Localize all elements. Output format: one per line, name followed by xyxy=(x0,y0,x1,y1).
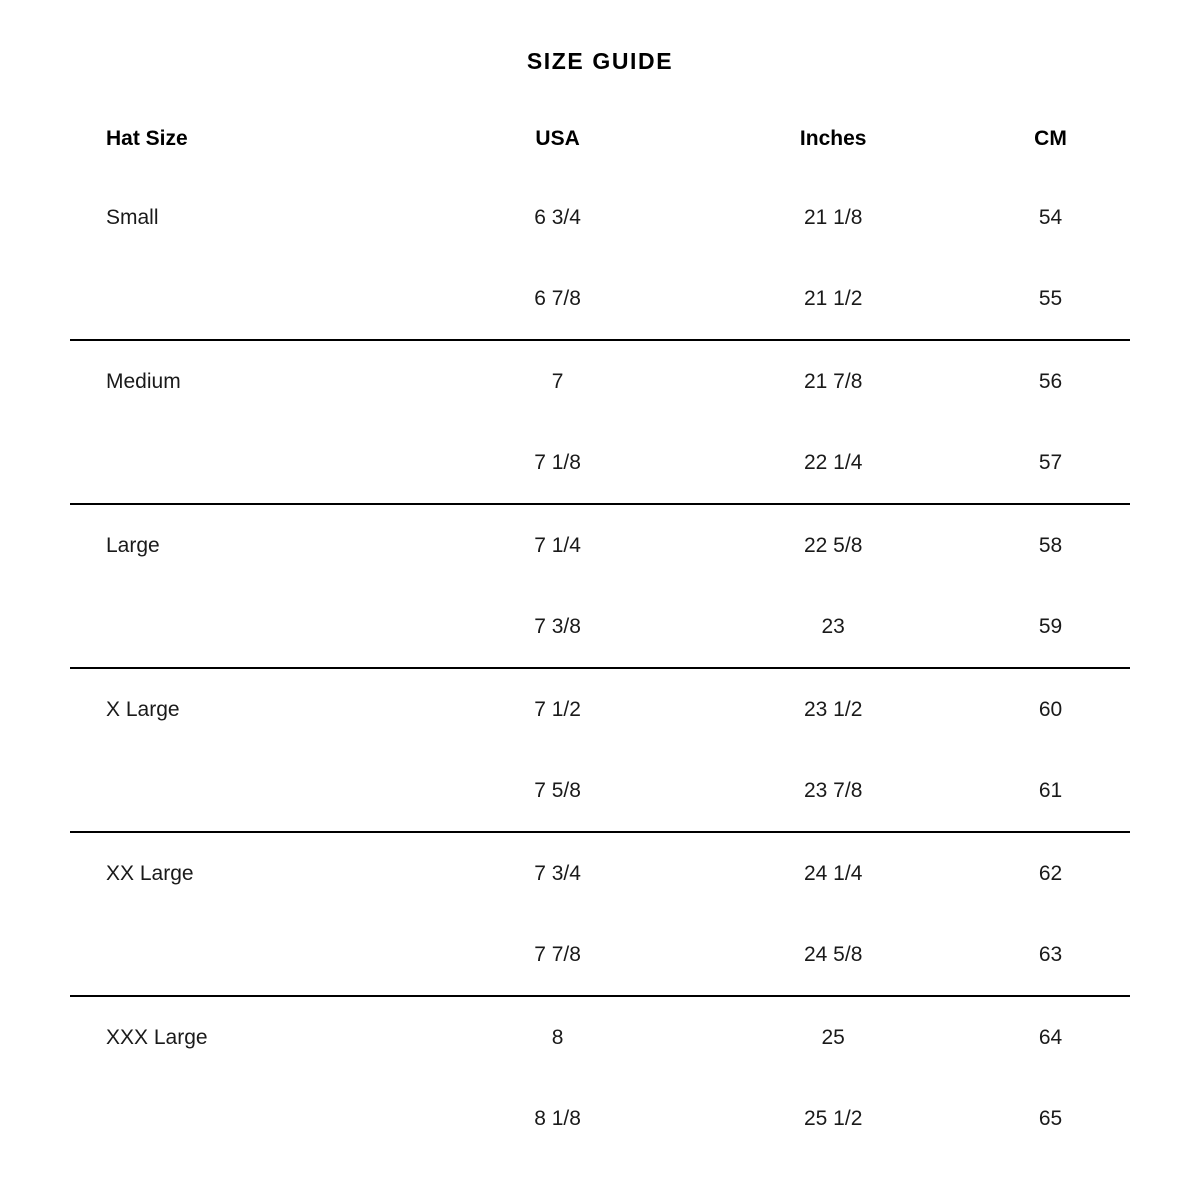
size-table xyxy=(70,113,1130,1159)
cell-usa: 7 1/2 xyxy=(420,668,696,750)
cell-hat-size xyxy=(70,750,420,832)
cell-hat-size xyxy=(70,586,420,668)
column-header-cm: CM xyxy=(1034,127,1067,150)
cell-inches: 21 1/2 xyxy=(803,286,863,310)
table-row xyxy=(70,832,1130,914)
cell-hat-size xyxy=(70,258,420,340)
cell-cm: 54 xyxy=(1038,205,1063,229)
column-header-usa: USA xyxy=(535,127,580,150)
table-row xyxy=(70,914,1130,996)
cell-hat-size: Small xyxy=(106,205,159,229)
cell-inches: 21 7/8 xyxy=(695,340,971,422)
cell-usa: 7 1/8 xyxy=(534,450,581,474)
cell-hat-size: X Large xyxy=(70,668,420,750)
table-header xyxy=(70,113,1130,177)
cell-hat-size: XXX Large xyxy=(70,996,420,1078)
cell-cm: 57 xyxy=(1038,450,1063,474)
cell-usa: 6 3/4 xyxy=(534,205,581,229)
table-body xyxy=(70,177,1130,1159)
size-table-container xyxy=(70,75,1130,1159)
table-row xyxy=(70,422,1130,504)
cell-inches: 23 7/8 xyxy=(803,778,863,802)
cell-inches: 22 5/8 xyxy=(695,504,971,586)
cell-inches: 23 1/2 xyxy=(695,668,971,750)
table-row xyxy=(70,504,1130,586)
table-row xyxy=(70,340,1130,422)
cell-hat-size: Large xyxy=(70,504,420,586)
cell-inches: 23 xyxy=(821,614,845,638)
cell-inches: 24 5/8 xyxy=(803,942,863,966)
cell-inches: 25 1/2 xyxy=(803,1106,863,1130)
cell-cm: 61 xyxy=(1038,778,1063,802)
table-row xyxy=(70,750,1130,832)
cell-usa: 7 3/8 xyxy=(534,614,581,638)
column-header-hat-size: Hat Size xyxy=(106,127,188,150)
page-title: SIZE GUIDE xyxy=(526,48,674,74)
cell-usa: 8 xyxy=(420,996,696,1078)
cell-inches: 22 1/4 xyxy=(803,450,863,474)
cell-inches: 24 1/4 xyxy=(695,832,971,914)
cell-cm: 65 xyxy=(1038,1106,1063,1130)
cell-cm: 60 xyxy=(971,668,1130,750)
cell-cm: 62 xyxy=(971,832,1130,914)
cell-cm: 63 xyxy=(1038,942,1063,966)
cell-cm: 64 xyxy=(971,996,1130,1078)
cell-usa: 6 7/8 xyxy=(534,286,581,310)
cell-usa: 7 7/8 xyxy=(534,942,581,966)
cell-hat-size xyxy=(70,422,420,504)
cell-usa: 7 3/4 xyxy=(420,832,696,914)
cell-cm: 59 xyxy=(1038,614,1063,638)
table-row xyxy=(70,668,1130,750)
column-header-inches: Inches xyxy=(799,127,867,150)
cell-usa: 7 5/8 xyxy=(534,778,581,802)
cell-usa: 8 1/8 xyxy=(534,1106,581,1130)
table-row xyxy=(70,258,1130,340)
table-row xyxy=(70,1078,1130,1159)
cell-cm: 56 xyxy=(971,340,1130,422)
cell-inches: 25 xyxy=(695,996,971,1078)
cell-hat-size: XX Large xyxy=(70,832,420,914)
table-header-row xyxy=(70,113,1130,177)
table-row xyxy=(70,586,1130,668)
cell-cm: 55 xyxy=(1038,286,1063,310)
cell-usa: 7 1/4 xyxy=(420,504,696,586)
cell-cm: 58 xyxy=(971,504,1130,586)
table-row xyxy=(70,177,1130,258)
cell-usa: 7 xyxy=(420,340,696,422)
cell-hat-size xyxy=(70,914,420,996)
cell-hat-size xyxy=(70,1078,420,1159)
cell-inches: 21 1/8 xyxy=(803,205,863,229)
cell-hat-size: Medium xyxy=(70,340,420,422)
table-row xyxy=(70,996,1130,1078)
